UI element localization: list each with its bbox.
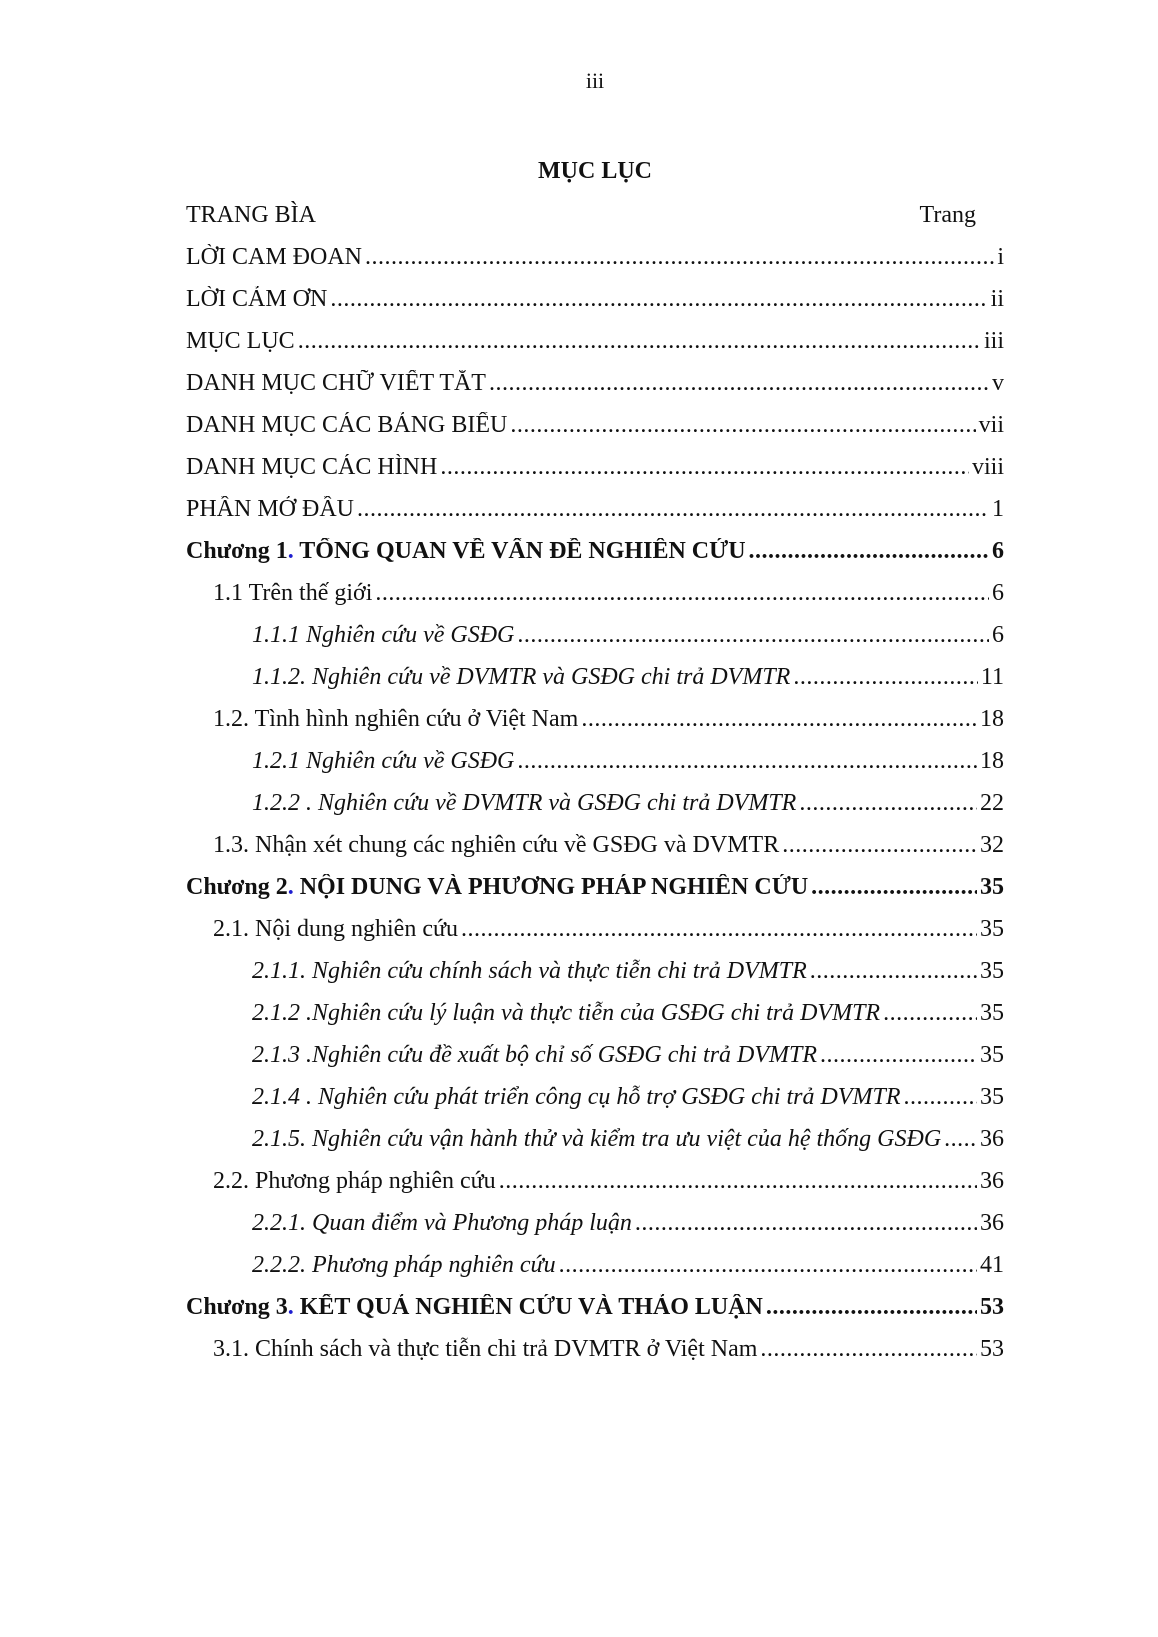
toc-entry-page: 35 xyxy=(980,1042,1004,1068)
toc-entry-label xyxy=(186,328,295,355)
toc-entry[interactable] xyxy=(186,286,1004,328)
toc-entry-text: 2.1.1. Nghiên cứu chính sách và thực tiễn chi trả DVMTR xyxy=(252,958,807,984)
toc-entry-page: 18 xyxy=(980,706,1004,732)
toc-entry-page: vii xyxy=(978,412,1004,438)
toc-entry-page: 35 xyxy=(980,874,1004,900)
toc-entry[interactable] xyxy=(186,1000,1004,1042)
toc-entry-label xyxy=(252,1126,941,1153)
cover-label: TRANG BÌA xyxy=(186,202,316,228)
toc-entry-text: DANH MỤC CÁC BẢNG BIỂU xyxy=(186,412,508,438)
toc-entry-text: 2.2. Phương pháp nghiên cứu xyxy=(213,1168,496,1194)
toc-entry-text: 1.3. Nhận xét chung các nghiên cứu về GSĐG và DVMTR xyxy=(213,832,780,858)
toc-entry[interactable] xyxy=(186,832,1004,874)
toc-entry-text: LỜI CAM ĐOAN xyxy=(186,244,362,270)
toc-entry-page: viii xyxy=(971,454,1004,480)
toc-entry-label xyxy=(252,1210,632,1237)
toc-entry-text: 2.1.5. Nghiên cứu vận hành thử và kiểm tra ưu việt của hệ thống GSĐG xyxy=(252,1126,942,1152)
dot-leader xyxy=(510,412,975,439)
toc-entry[interactable] xyxy=(186,454,1004,496)
dot-leader xyxy=(559,1252,977,1279)
toc-entry[interactable] xyxy=(186,496,1004,538)
toc-entry-page: 22 xyxy=(980,790,1004,816)
toc-entry-label xyxy=(186,370,486,397)
toc-entry-page: 18 xyxy=(980,748,1004,774)
toc-entry-page: 35 xyxy=(980,916,1004,942)
toc-entry-page: 41 xyxy=(980,1252,1004,1278)
toc-entry[interactable] xyxy=(186,328,1004,370)
dot-leader xyxy=(904,1084,977,1111)
toc-entry-label xyxy=(186,1294,763,1321)
toc-entry-text: 2.1. Nội dung nghiên cứu xyxy=(213,916,458,942)
toc-entry[interactable] xyxy=(186,790,1004,832)
dot-leader xyxy=(298,328,981,355)
toc-entry-page: 6 xyxy=(992,538,1004,564)
toc-entry[interactable] xyxy=(186,664,1004,706)
toc-entry[interactable] xyxy=(186,1084,1004,1126)
dot-leader xyxy=(517,748,977,775)
toc-entry-label xyxy=(186,496,354,523)
toc-entry-label xyxy=(186,874,808,901)
chapter-prefix: Chương 1 xyxy=(186,538,288,564)
toc-entry-page: 32 xyxy=(980,832,1004,858)
toc-entry-page: 35 xyxy=(980,1000,1004,1026)
toc-entry-label xyxy=(252,790,796,817)
dot-leader xyxy=(810,958,977,985)
toc-entry[interactable] xyxy=(186,370,1004,412)
toc-entry-page: v xyxy=(992,370,1004,396)
toc-entry-label xyxy=(186,244,362,271)
toc-entry-page: 36 xyxy=(980,1210,1004,1236)
toc-entry-page: iii xyxy=(983,328,1004,354)
toc-entry-page: i xyxy=(997,244,1004,270)
toc-entry-page: 36 xyxy=(980,1168,1004,1194)
toc-entry[interactable] xyxy=(186,706,1004,748)
toc-entry-page: 11 xyxy=(980,664,1004,690)
toc-entry-label xyxy=(213,1336,757,1363)
dot-leader xyxy=(461,916,977,943)
page-column-label: Trang xyxy=(919,202,976,228)
toc-entry-label xyxy=(213,832,779,859)
dot-leader xyxy=(330,286,987,313)
toc-title: MỤC LỤC xyxy=(538,158,652,184)
toc-entry[interactable] xyxy=(186,1210,1004,1252)
dot-leader xyxy=(944,1126,977,1153)
toc-entry-text: 1.1 Trên thế giới xyxy=(213,580,373,606)
toc-entry-label xyxy=(213,580,372,607)
toc-entry-label xyxy=(186,286,327,313)
toc-entry-label xyxy=(252,1084,901,1111)
dot-leader xyxy=(365,244,994,271)
toc-entry-text: NỘI DUNG VÀ PHƯƠNG PHÁP NGHIÊN CỨU xyxy=(293,874,809,900)
toc-entry[interactable] xyxy=(186,1252,1004,1294)
chapter-accent-dot: . xyxy=(287,538,294,564)
toc-entry-page: 36 xyxy=(980,1126,1004,1152)
dot-leader xyxy=(760,1336,977,1363)
toc-entry-label xyxy=(252,664,790,691)
dot-leader xyxy=(635,1210,977,1237)
toc-entry-text: KẾT QUẢ NGHIÊN CỨU VÀ THẢO LUẬN xyxy=(293,1294,763,1320)
toc-entry[interactable] xyxy=(186,622,1004,664)
page-number: iii xyxy=(585,68,605,93)
toc-entry-page: 35 xyxy=(980,958,1004,984)
toc-entry-label xyxy=(252,958,807,985)
toc-entry-text: PHẦN MỞ ĐẦU xyxy=(186,496,355,522)
dot-leader xyxy=(357,496,989,523)
toc-entry-label xyxy=(213,916,458,943)
dot-leader xyxy=(820,1042,977,1069)
toc-entry-page: 6 xyxy=(992,622,1004,648)
toc-entry-text: 1.2. Tình hình nghiên cứu ở Việt Nam xyxy=(213,706,579,732)
table-of-contents xyxy=(186,244,1004,1378)
toc-entry-text: 1.2.1 Nghiên cứu về GSĐG xyxy=(252,748,515,774)
toc-entry-text: DANH MỤC CHỮ VIẾT TẮT xyxy=(186,370,486,396)
toc-entry-page: ii xyxy=(990,286,1004,312)
dot-leader xyxy=(489,370,989,397)
toc-entry-text: DANH MỤC CÁC HÌNH xyxy=(186,454,438,480)
dot-leader xyxy=(375,580,989,607)
toc-entry[interactable] xyxy=(186,1126,1004,1168)
toc-entry[interactable] xyxy=(186,958,1004,1000)
toc-entry-text: 2.1.4 . Nghiên cứu phát triển công cụ hỗ trợ GSĐG chi trả DVMTR xyxy=(252,1084,901,1110)
toc-entry-label xyxy=(252,1252,556,1279)
chapter-accent-dot: . xyxy=(287,874,294,900)
toc-entry-text: 2.1.2 .Nghiên cứu lý luận và thực tiễn của GSĐG chi trả DVMTR xyxy=(252,1000,881,1026)
toc-entry-text: LỜI CẢM ƠN xyxy=(186,286,328,312)
dot-leader xyxy=(811,874,977,901)
toc-entry[interactable] xyxy=(186,748,1004,790)
toc-entry-text: 1.1.1 Nghiên cứu về GSĐG xyxy=(252,622,515,648)
toc-entry[interactable] xyxy=(186,580,1004,622)
dot-leader xyxy=(440,454,969,481)
toc-entry-text: 2.2.1. Quan điểm và Phương pháp luận xyxy=(252,1210,632,1236)
toc-entry-text: 1.2.2 . Nghiên cứu về DVMTR và GSĐG chi trả DVMTR xyxy=(252,790,797,816)
chapter-prefix: Chương 2 xyxy=(186,874,288,900)
toc-entry-label xyxy=(213,706,578,733)
dot-leader xyxy=(793,664,978,691)
toc-entry-label xyxy=(252,1000,880,1027)
toc-chapter-entry[interactable] xyxy=(186,1294,1004,1336)
toc-entry-page: 53 xyxy=(980,1294,1004,1320)
toc-entry-label xyxy=(186,538,746,565)
toc-entry-label xyxy=(213,1168,496,1195)
dot-leader xyxy=(883,1000,977,1027)
toc-entry-text: 3.1. Chính sách và thực tiễn chi trả DVMTR ở Việt Nam xyxy=(213,1336,758,1362)
toc-entry-label xyxy=(252,748,514,775)
toc-entry[interactable] xyxy=(186,1336,1004,1378)
toc-entry-page: 1 xyxy=(992,496,1004,522)
toc-entry[interactable] xyxy=(186,244,1004,286)
toc-entry-text: 2.2.2. Phương pháp nghiên cứu xyxy=(252,1252,556,1278)
chapter-prefix: Chương 3 xyxy=(186,1294,288,1320)
toc-entry-label xyxy=(186,454,437,481)
toc-entry[interactable] xyxy=(186,1168,1004,1210)
toc-entry-page: 35 xyxy=(980,1084,1004,1110)
dot-leader xyxy=(782,832,977,859)
toc-entry-label xyxy=(186,412,507,439)
toc-chapter-entry[interactable] xyxy=(186,874,1004,916)
dot-leader xyxy=(749,538,989,565)
dot-leader xyxy=(581,706,977,733)
toc-chapter-entry[interactable] xyxy=(186,538,1004,580)
dot-leader xyxy=(499,1168,977,1195)
toc-entry-text: 2.1.3 .Nghiên cứu đề xuất bộ chỉ số GSĐG chi trả DVMTR xyxy=(252,1042,818,1068)
dot-leader xyxy=(799,790,977,817)
toc-entry-text: MỤC LỤC xyxy=(186,328,295,354)
dot-leader xyxy=(517,622,989,649)
toc-entry-text: 1.1.2. Nghiên cứu về DVMTR và GSĐG chi trả DVMTR xyxy=(252,664,791,690)
toc-header-row xyxy=(186,202,976,229)
toc-entry-text: TỔNG QUAN VỀ VẤN ĐỀ NGHIÊN CỨU xyxy=(293,538,746,564)
toc-entry[interactable] xyxy=(186,1042,1004,1084)
toc-entry-label xyxy=(252,622,514,649)
chapter-accent-dot: . xyxy=(287,1294,294,1320)
toc-entry-page: 6 xyxy=(992,580,1004,606)
toc-entry-label xyxy=(252,1042,817,1069)
toc-entry-page: 53 xyxy=(980,1336,1004,1362)
toc-entry[interactable] xyxy=(186,412,1004,454)
toc-entry[interactable] xyxy=(186,916,1004,958)
dot-leader xyxy=(766,1294,977,1321)
